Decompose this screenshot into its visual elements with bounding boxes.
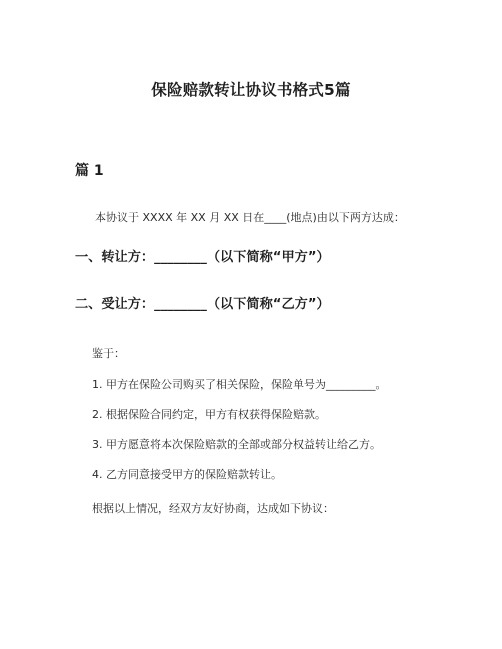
party-b-heading: 二、受让方：________（以下简称“乙方”） (75, 297, 330, 312)
intro-paragraph: 本协议于 XXXX 年 XX 月 XX 日在____(地点)由以下两方达成： (95, 211, 405, 224)
clause-4: 4. 乙方同意接受甲方的保险赔款转让。 (92, 468, 282, 481)
section-heading: 篇 1 (75, 163, 104, 179)
clause-2: 2. 根据保险合同约定，甲方有权获得保险赔款。 (92, 408, 326, 421)
clause-3: 3. 甲方愿意将本次保险赔款的全部或部分权益转让给乙方。 (92, 438, 381, 451)
whereas-label: 鉴于： (92, 347, 125, 360)
document-title: 保险赔款转让协议书格式5篇 (151, 81, 351, 99)
conclusion-paragraph: 根据以上情况，经双方友好协商，达成如下协议： (92, 502, 334, 515)
clause-1: 1. 甲方在保险公司购买了相关保险，保险单号为_________。 (92, 378, 387, 391)
party-a-heading: 一、转让方：________（以下简称“甲方”） (75, 250, 330, 265)
